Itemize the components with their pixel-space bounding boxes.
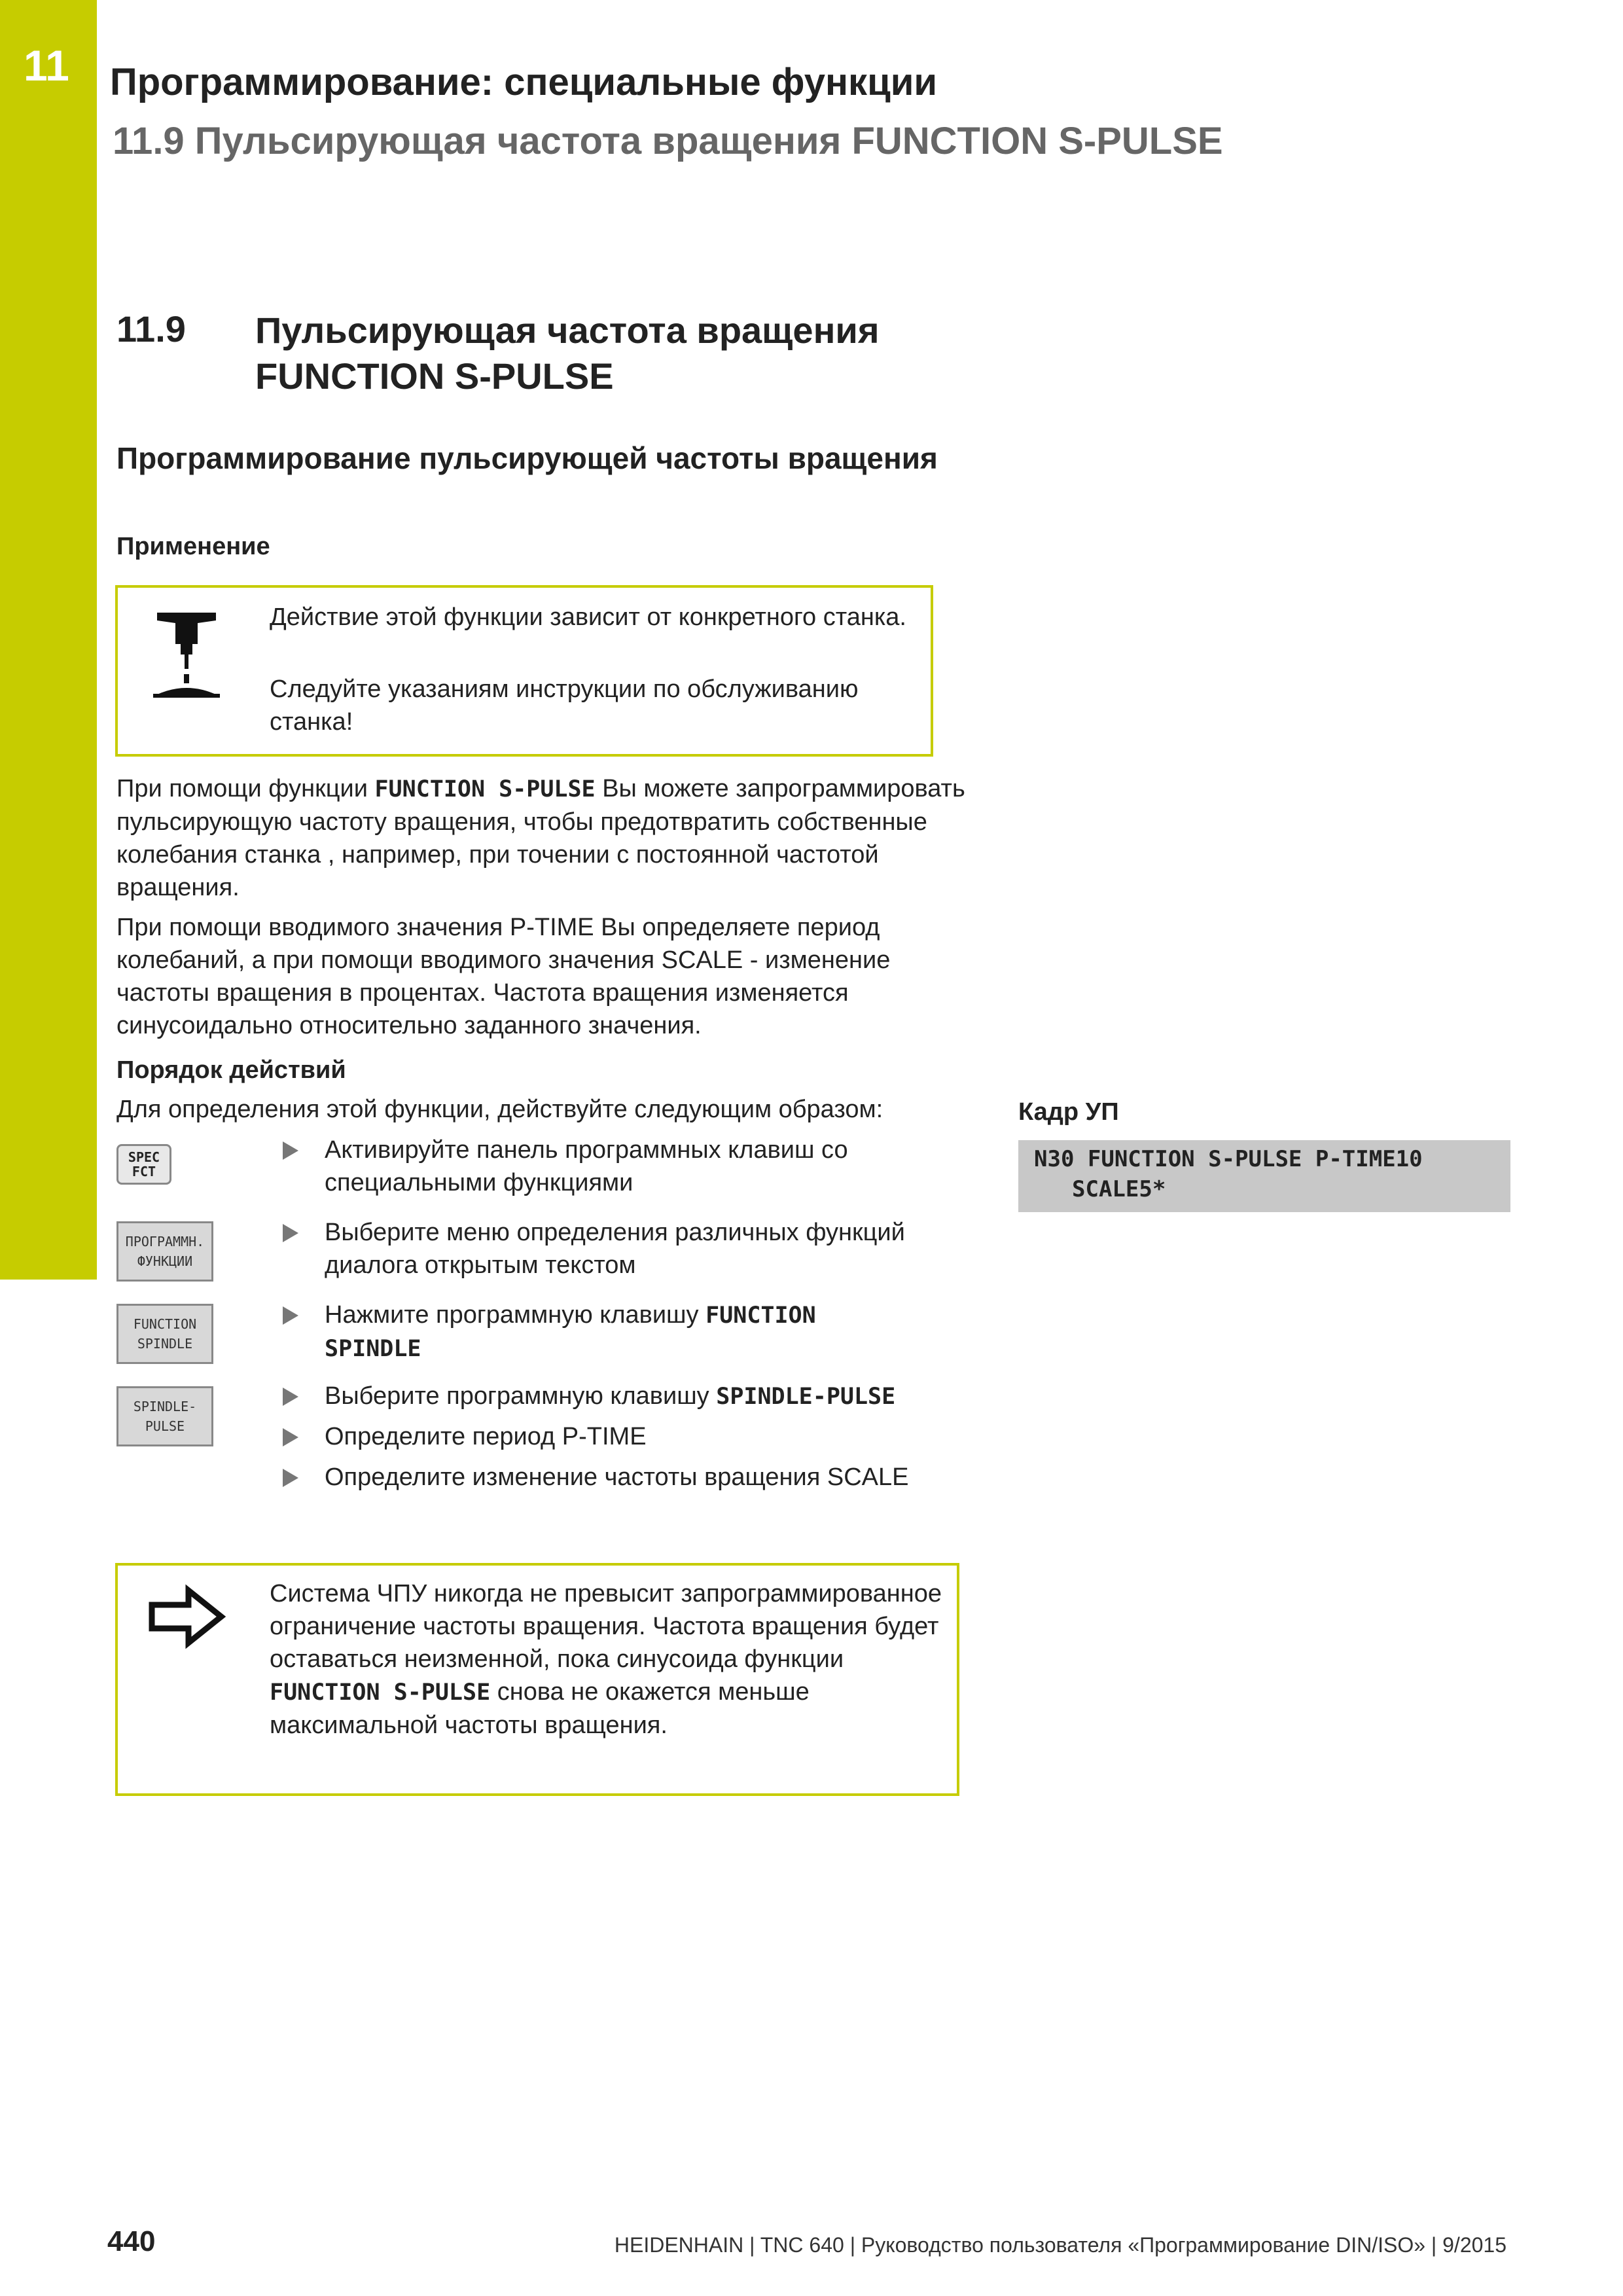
bullet-arrow-icon (283, 1428, 298, 1446)
application-paragraph-1: При помощи функции FUNCTION S-PULSE Вы можете запрограммировать пульсирующую частоту вращения, чтобы предотвратить собственные колебания станка , например, при точении с постоянной частотой вращения. (116, 775, 965, 901)
section-number: 11.9 (116, 308, 186, 350)
step-2: Выберите меню определения различных функций диалога открытым текстом (283, 1216, 970, 1282)
bullet-arrow-icon (283, 1224, 298, 1242)
bullet-arrow-icon (283, 1141, 298, 1160)
running-header-subtitle: 11.9 Пульсирующая частота вращения FUNCTION S-PULSE (113, 120, 1223, 162)
softkey-spindle-pulse[interactable]: SPINDLE- PULSE (116, 1386, 213, 1446)
step-4: Выберите программную клавишу SPINDLE-PULSE (283, 1380, 970, 1413)
chapter-sidebar (0, 0, 97, 1280)
nc-block-title: Кадр УП (1018, 1098, 1119, 1126)
step-1: Активируйте панель программных клавиш со специальными функциями (283, 1134, 970, 1199)
machine-note-line1: Действие этой функции зависит от конкретного станка. (270, 603, 906, 631)
info-note-text: Система ЧПУ никогда не превысит запрограммированное ограничение частоты вращения. Частота вращения будет оставаться неизменной, пока синусоида функции FUNCTION S-PULSE снова не окажется меньше максимальной частоты вращения. (270, 1580, 942, 1739)
step-6: Определите изменение частоты вращения SCALE (283, 1461, 970, 1494)
step-3: Нажмите программную клавишу FUNCTION SPINDLE (283, 1299, 970, 1365)
procedure-intro: Для определения этой функции, действуйте следующим образом: (116, 1096, 883, 1123)
application-paragraph-2: При помощи вводимого значения P-TIME Вы определяете период колебаний, а при помощи вводимого значения SCALE - изменение частоты вращения в процентах. Частота вращения изменяется синусоидально относительно заданного значения. (116, 914, 891, 1039)
bullet-arrow-icon (283, 1469, 298, 1487)
section-title: Пульсирующая частота вращения FUNCTION S-PULSE (255, 310, 880, 397)
machine-note-line2: Следуйте указаниям инструкции по обслуживанию станка! (270, 675, 859, 736)
softkey-program-functions[interactable]: ПРОГРАММН. ФУНКЦИИ (116, 1221, 213, 1282)
arrow-right-icon (148, 1584, 226, 1649)
bullet-arrow-icon (283, 1306, 298, 1325)
step-5: Определите период P-TIME (283, 1420, 970, 1453)
page-number: 440 (107, 2225, 156, 2257)
running-header-title: Программирование: специальные функции (110, 61, 938, 103)
application-heading: Применение (116, 533, 270, 560)
softkey-function-spindle[interactable]: FUNCTION SPINDLE (116, 1304, 213, 1364)
bullet-arrow-icon (283, 1388, 298, 1406)
procedure-heading: Порядок действий (116, 1056, 346, 1084)
subsection-title: Программирование пульсирующей частоты вращения (116, 441, 938, 475)
spec-fct-key[interactable]: SPEC FCT (116, 1144, 171, 1185)
page-footer: HEIDENHAIN | TNC 640 | Руководство пользователя «Программирование DIN/ISO» | 9/2015 (614, 2233, 1507, 2257)
chapter-number: 11 (24, 41, 69, 90)
nc-block-code: N30 FUNCTION S-PULSE P-TIME10 SCALE5* (1034, 1146, 1423, 1202)
machine-dependent-icon (151, 603, 223, 702)
